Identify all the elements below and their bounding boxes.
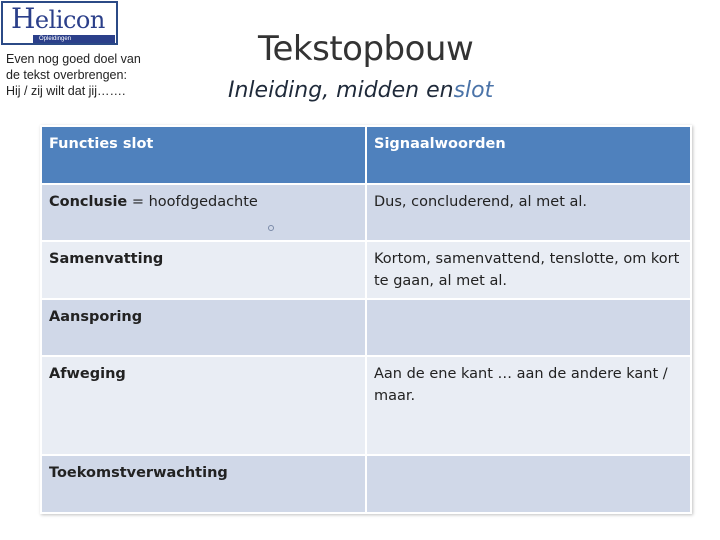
subtitle-main: Inleiding, midden en <box>228 78 454 103</box>
function-cell: Aansporing <box>41 299 366 356</box>
header-signals: Signaalwoorden <box>366 126 691 184</box>
function-cell: Conclusie = hoofdgedachte <box>41 184 366 241</box>
intro-note <box>6 51 206 99</box>
signal-cell: Dus, concluderend, al met al. <box>366 184 691 241</box>
logo-subtitle: Opleidingen <box>39 36 72 42</box>
table-header-row <box>41 126 691 184</box>
table-row <box>41 356 691 455</box>
table-row <box>41 241 691 299</box>
slide-subtitle <box>228 76 493 106</box>
function-cell: Afweging <box>41 356 366 455</box>
note-line: Even nog goed doel van <box>6 52 141 66</box>
function-cell: Toekomstverwachting <box>41 455 366 513</box>
functions-table <box>40 125 692 514</box>
function-cell: Samenvatting <box>41 241 366 299</box>
header-functions: Functies slot <box>41 126 366 184</box>
note-line: de tekst overbrengen: <box>6 68 127 82</box>
signal-cell: Aan de ene kant … aan de andere kant / maar. <box>366 356 691 455</box>
signal-cell: Kortom, samenvattend, tenslotte, om kort te gaan, al met al. <box>366 241 691 299</box>
subtitle-accent: slot <box>453 78 494 103</box>
table-row <box>41 299 691 356</box>
slide-title: Tekstopbouw <box>258 29 474 69</box>
stray-dot <box>268 225 274 231</box>
table-row <box>41 184 691 241</box>
note-line: Hij / zij wilt dat jij……. <box>6 84 126 98</box>
table-row <box>41 455 691 513</box>
logo-wordmark: Helicon <box>11 2 105 35</box>
signal-cell <box>366 299 691 356</box>
signal-cell <box>366 455 691 513</box>
helicon-logo <box>1 1 118 45</box>
